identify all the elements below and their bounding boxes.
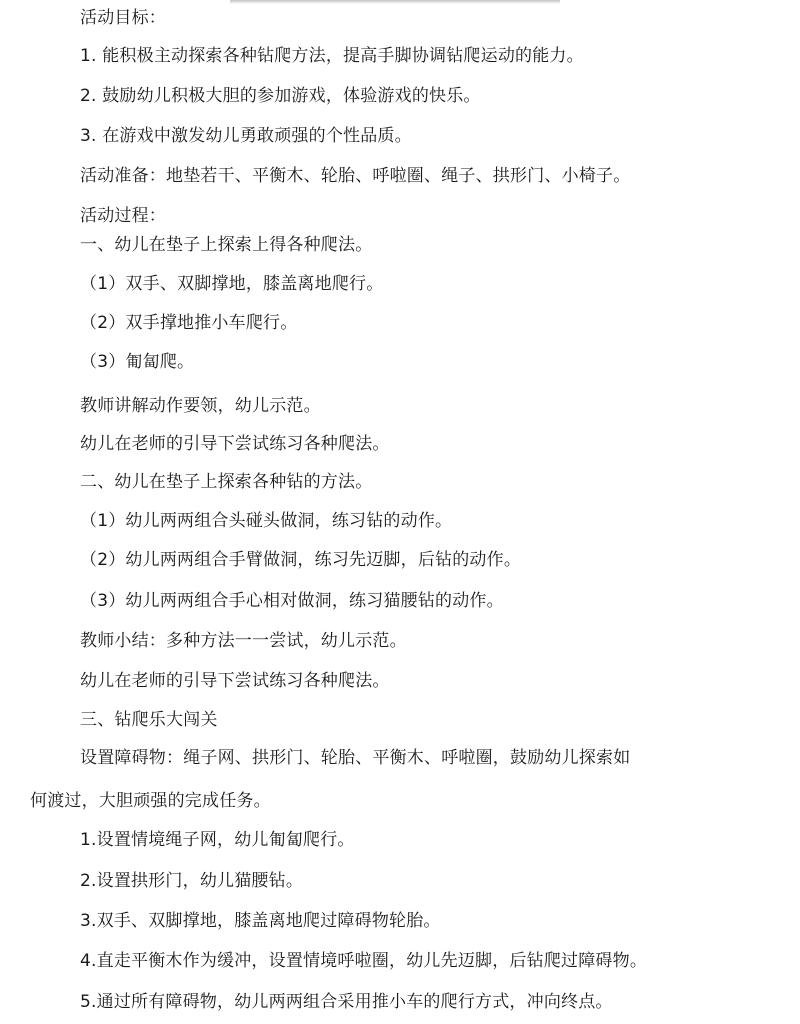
section-three-heading: 三、钻爬乐大闯关 [80, 710, 218, 730]
scan-edge-shadow [230, 0, 560, 4]
section-two-item-2: （2）幼儿两两组合手臂做洞，练习先迈脚，后钻的动作。 [80, 550, 522, 570]
children-practice-1: 幼儿在老师的引导下尝试练习各种爬法。 [80, 434, 390, 454]
goal-item-1: 1. 能积极主动探索各种钻爬方法，提高手脚协调钻爬运动的能力。 [80, 46, 584, 66]
activity-preparation: 活动准备：地垫若干、平衡木、轮胎、呼啦圈、绳子、拱形门、小椅子。 [80, 166, 631, 186]
section-two-heading: 二、幼儿在垫子上探索各种钻的方法。 [80, 472, 373, 492]
section-one-item-1: （1）双手、双脚撑地，膝盖离地爬行。 [80, 274, 384, 294]
heading-activity-goals: 活动目标： [80, 8, 166, 28]
section-two-item-3: （3）幼儿两两组合手心相对做洞，练习猫腰钻的动作。 [80, 591, 504, 611]
teacher-summary: 教师小结：多种方法一一尝试，幼儿示范。 [80, 631, 407, 651]
challenge-step-2: 2.设置拱形门，幼儿猫腰钻。 [80, 871, 304, 891]
children-practice-2: 幼儿在老师的引导下尝试练习各种爬法。 [80, 671, 390, 691]
challenge-step-5: 5.通过所有障碍物，幼儿两两组合采用推小车的爬行方式，冲向终点。 [80, 992, 613, 1012]
obstacle-setup-line-2: 何渡过，大胆顽强的完成任务。 [30, 791, 271, 811]
section-one-item-2: （2）双手撑地推小车爬行。 [80, 313, 298, 333]
goal-item-2: 2. 鼓励幼儿积极大胆的参加游戏，体验游戏的快乐。 [80, 86, 481, 106]
section-one-heading: 一、幼儿在垫子上探索上得各种爬法。 [80, 235, 373, 255]
teacher-explanation: 教师讲解动作要领，幼儿示范。 [80, 396, 321, 416]
section-two-item-1: （1）幼儿两两组合头碰头做洞，练习钻的动作。 [80, 511, 453, 531]
obstacle-setup-line-1: 设置障碍物：绳子网、拱形门、轮胎、平衡木、呼啦圈，鼓励幼儿探索如 [80, 748, 631, 768]
challenge-step-3: 3.双手、双脚撑地，膝盖离地爬过障碍物轮胎。 [80, 911, 441, 931]
goal-item-3: 3. 在游戏中激发幼儿勇敢顽强的个性品质。 [80, 126, 412, 146]
section-one-item-3: （3）匍匐爬。 [80, 352, 195, 372]
challenge-step-4: 4.直走平衡木作为缓冲，设置情境呼啦圈，幼儿先迈脚，后钻爬过障碍物。 [80, 951, 648, 971]
challenge-step-1: 1.设置情境绳子网，幼儿匍匐爬行。 [80, 830, 355, 850]
heading-activity-process: 活动过程： [80, 206, 166, 226]
